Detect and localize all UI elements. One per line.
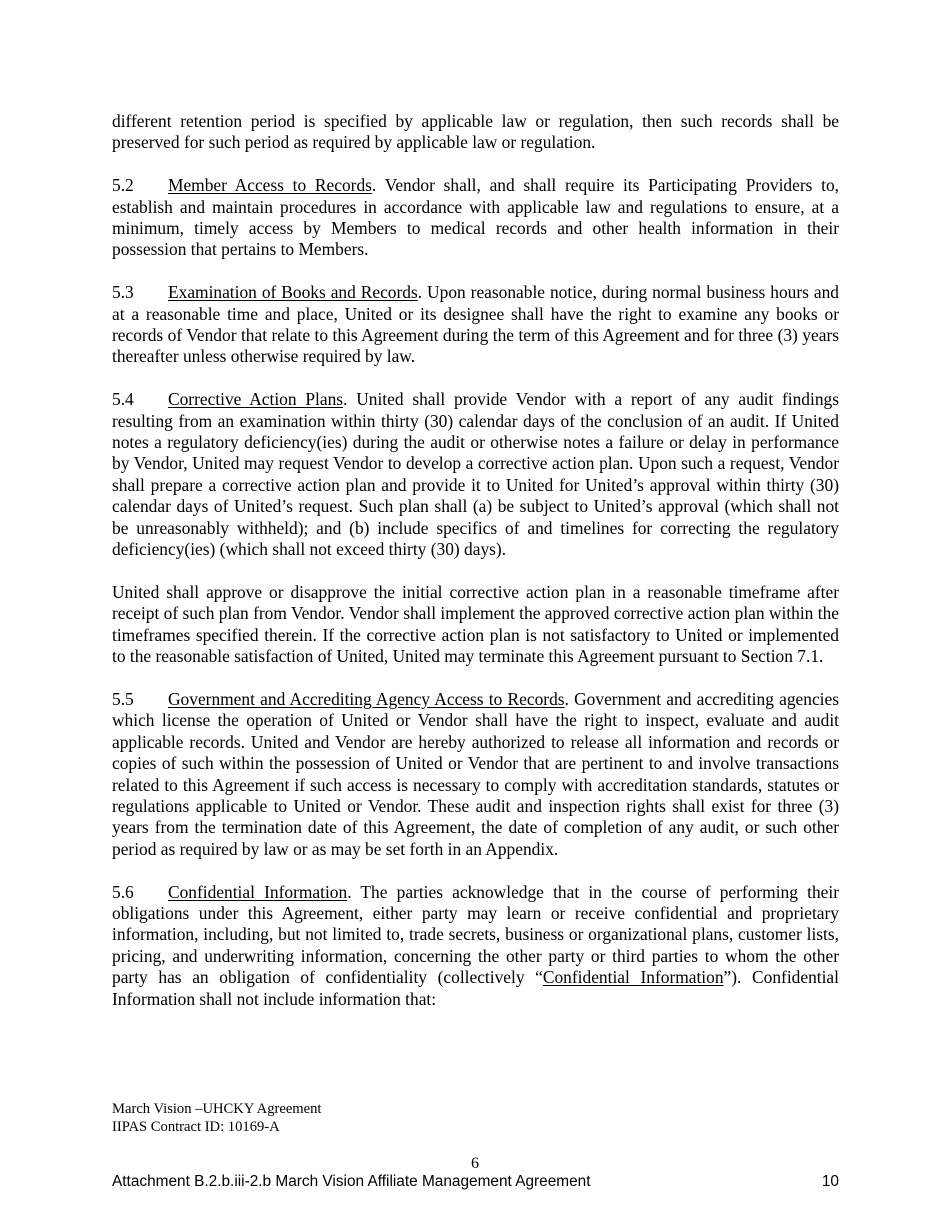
section-heading: Government and Accrediting Agency Access to Records [168,688,565,709]
section-5-5 [112,689,839,860]
section-number: 5.5 [112,688,134,709]
section-number: 5.2 [112,175,134,196]
section-5-4-followup: United shall approve or disapprove the initial corrective action plan in a reasonable timeframe after receipt of such plan from Vendor. Vendor shall implement the approved corrective action plan within the timeframes specified therein. If the corrective action plan is not satisfactory to United or implemented to the reasonable satisfaction of United, United may terminate this Agreement pursuant to Section 7.1. [112,581,839,667]
section-heading: Corrective Action Plans [168,389,344,410]
section-heading: Member Access to Records [168,175,372,196]
footer-contract-id: IIPAS Contract ID: 10169-A [112,1119,280,1136]
section-5-2 [112,175,839,261]
section-body: . Upon reasonable notice, during normal business hours and at a reasonable time and place, United or its designee shall have the right to examine any books or records of Vendor that relate to this Agreement during the term of this Agreement and for three (3) years thereafter unless otherwise required by law. [112,282,839,367]
section-number: 5.6 [112,881,134,902]
footer-agreement-name: March Vision –UHCKY Agreement [112,1101,322,1117]
document-body [112,111,839,1010]
section-body: . Vendor shall, and shall require its Participating Providers to, establish and maintain procedures in accordance with applicable law and regulations to ensure, at a minimum, timely access by Members to medical records and other health information in their possession that pertains to Members. [112,175,839,260]
section-body: . The parties acknowledge that in the course of performing their obligations under this Agreement, either party may learn or receive confidential and proprietary information, including, but not limited to, trade secrets, business or organizational plans, customer lists, pricing, and underwriting information, concerning the other party or third parties to whom the other party has an obligation of confidentiality (collectively “ [112,881,839,988]
section-number: 5.3 [112,282,134,303]
attachment-title: Attachment B.2.b.iii-2.b March Vision Affiliate Management Agreement [112,1173,591,1190]
section-body: . United shall provide Vendor with a report of any audit findings resulting from an examination within thirty (30) calendar days of the conclusion of an audit. If United notes a regulatory deficiency(ies) during the audit or otherwise notes a failure or delay in performance by Vendor, United may request Vendor to develop a corrective action plan. Upon such a request, Vendor shall prepare a corrective action plan and provide it to United for United’s approval within thirty (30) calendar days of United’s request. Such plan shall (a) be subject to United’s approval (which shall not be unreasonably withheld); and (b) include specifics of and timelines for correcting the regulatory deficiency(ies) (which shall not exceed thirty (30) days). [112,389,839,560]
section-5-3 [112,282,839,368]
section-5-6 [112,882,839,1010]
intro-paragraph: different retention period is specified by applicable law or regulation, then such records shall be preserved for such period as required by applicable law or regulation. [112,111,839,153]
attachment-page-number: 10 [821,1173,839,1190]
section-tail: ”). Confidential Information shall not include information that: [112,967,839,1009]
footer-contract-info [112,1100,322,1137]
page-number: 6 [471,1155,479,1172]
section-5-4 [112,389,839,560]
section-heading: Examination of Books and Records [168,282,418,303]
section-body: . Government and accrediting agencies which license the operation of United or Vendor shall have the right to inspect, evaluate and audit applicable records. United and Vendor are hereby authorized to release all information and records or copies of such within the possession of United or Vendor that are pertinent to and involve transactions related to this Agreement if such access is necessary to comply with accreditation standards, statutes or regulations applicable to United or Vendor. These audit and inspection rights shall exist for three (3) years from the termination date of this Agreement, the date of completion of any audit, or such other period as required by law or as may be set forth in an Appendix. [112,688,839,859]
section-number: 5.4 [112,389,134,410]
defined-term: Confidential Information [542,967,724,988]
section-heading: Confidential Information [168,881,348,902]
